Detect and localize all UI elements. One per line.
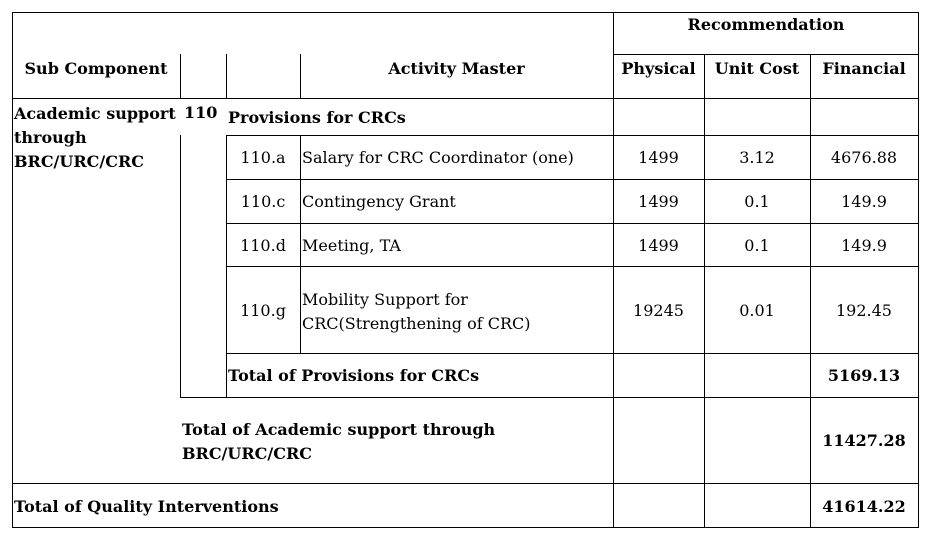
activity-master-header: Activity Master xyxy=(388,59,525,78)
activity-code: 110.c xyxy=(240,192,286,211)
column-divider xyxy=(300,135,301,353)
table-border-left xyxy=(12,12,13,528)
physical-value: 1499 xyxy=(638,148,679,167)
row-divider xyxy=(180,397,919,398)
activity-name: Salary for CRC Coordinator (one) xyxy=(302,148,574,167)
financial-value: 149.9 xyxy=(841,192,887,211)
activity-name: Mobility Support for CRC(Strengthening of CRC) xyxy=(302,290,531,333)
activity-name: Contingency Grant xyxy=(302,192,456,211)
column-divider xyxy=(180,135,181,397)
row-divider xyxy=(613,54,919,55)
financial-value: 4676.88 xyxy=(830,148,898,167)
activity-code: 110.g xyxy=(240,301,286,320)
quality-total-value: 41614.22 xyxy=(822,497,906,516)
row-divider xyxy=(12,483,919,484)
financial-value: 192.45 xyxy=(836,301,892,320)
sub-component-header: Sub Component xyxy=(24,59,168,78)
column-divider xyxy=(810,54,811,528)
unit-cost-value: 0.01 xyxy=(739,301,775,320)
unit-cost-value: 0.1 xyxy=(744,236,770,255)
unit-cost-header: Unit Cost xyxy=(714,59,800,78)
financial-header: Financial xyxy=(822,59,906,78)
physical-header: Physical xyxy=(621,59,696,78)
physical-value: 1499 xyxy=(638,236,679,255)
financial-value: 149.9 xyxy=(841,236,887,255)
section-title: Provisions for CRCs xyxy=(228,108,406,127)
academic-total-value: 11427.28 xyxy=(822,431,906,450)
unit-cost-value: 3.12 xyxy=(739,148,775,167)
section-code: 110 xyxy=(184,103,218,122)
column-divider xyxy=(226,54,227,98)
column-divider xyxy=(704,54,705,528)
physical-value: 1499 xyxy=(638,192,679,211)
quality-total-label: Total of Quality Interventions xyxy=(14,497,279,516)
table-border-right xyxy=(918,12,919,528)
activity-code: 110.d xyxy=(240,236,286,255)
row-divider xyxy=(226,223,919,224)
row-divider xyxy=(226,179,919,180)
activity-name: Meeting, TA xyxy=(302,236,401,255)
row-divider xyxy=(12,98,919,99)
row-divider xyxy=(226,135,919,136)
sub-component-name: Academic support through BRC/URC/CRC xyxy=(14,104,176,171)
physical-value: 19245 xyxy=(633,301,684,320)
column-divider xyxy=(180,54,181,98)
provisions-total-label: Total of Provisions for CRCs xyxy=(228,366,480,385)
recommendation-header: Recommendation xyxy=(687,15,845,34)
academic-total-label: Total of Academic support through BRC/URC/CRC xyxy=(182,420,496,463)
row-divider xyxy=(226,353,919,354)
table-border-bottom xyxy=(12,527,919,528)
activity-code: 110.a xyxy=(240,148,286,167)
provisions-total-value: 5169.13 xyxy=(827,366,901,385)
column-divider xyxy=(226,135,227,397)
row-divider xyxy=(226,266,919,267)
table-border-top xyxy=(12,12,919,13)
column-divider xyxy=(613,12,614,528)
unit-cost-value: 0.1 xyxy=(744,192,770,211)
